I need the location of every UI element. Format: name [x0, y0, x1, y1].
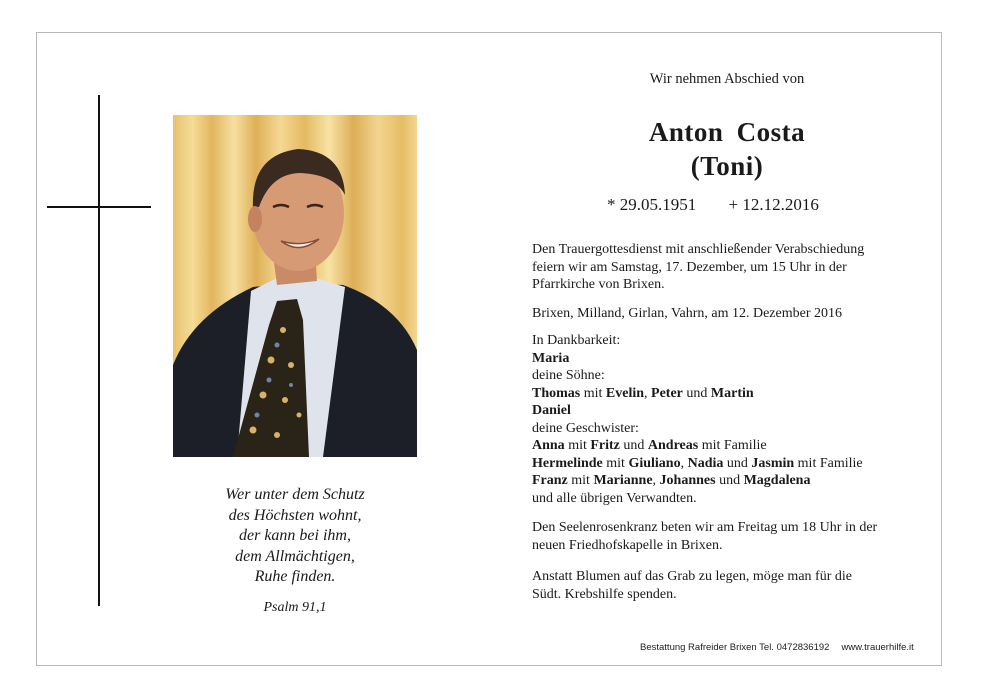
sons-label: deine Söhne: [532, 368, 605, 383]
connector-text: mit [580, 385, 606, 401]
place-date-line: Brixen, Milland, Girlan, Vahrn, am 12. Dezember 2016 [532, 306, 843, 321]
verse-line: Wer unter dem Schutz [225, 486, 365, 503]
connector-text: , [680, 455, 688, 471]
connector-text: und [723, 455, 752, 471]
sibling-line [532, 437, 932, 455]
mourner-name: Anna [532, 438, 565, 453]
sibling-line [532, 472, 932, 490]
deceased-name: Anton Costa [648, 117, 806, 147]
connector-text: mit Familie [794, 455, 863, 471]
siblings-label: deine Geschwister: [532, 420, 639, 436]
verse-line: der kann bei ihm, [239, 527, 351, 544]
funeral-line: Pfarrkirche von Brixen. [532, 277, 665, 292]
other-relatives: und alle übrigen Verwandten. [532, 490, 697, 506]
mourner-name: Johannes [659, 473, 716, 488]
place-date [532, 305, 932, 323]
mourner-name: Peter [651, 385, 683, 401]
donation-request [532, 568, 932, 603]
life-dates [607, 195, 819, 215]
mourner-name: Martin [710, 385, 754, 401]
mourner-name: Nadia [687, 455, 724, 471]
portrait-illustration [173, 115, 417, 457]
spouse-name: Maria [532, 350, 570, 366]
mourner-name: Franz [532, 473, 568, 488]
farewell-intro: Wir nehmen Abschied von [649, 71, 805, 87]
verse-line: des Höchsten wohnt, [228, 506, 362, 524]
mourners-heading: In Dankbarkeit: [532, 333, 621, 348]
mourner-name: Jasmin [751, 455, 795, 471]
undertaker-info: Bestattung Rafreider Brixen Tel. 0472836192 [640, 642, 830, 653]
footer [640, 642, 914, 653]
funeral-line: Den Trauergottesdienst mit anschließender Verabschiedung [532, 242, 865, 257]
birth-date: * 29.05.1951 [607, 195, 697, 214]
donation-line: Anstatt Blumen auf das Grab zu legen, möge man für die [532, 569, 852, 584]
connector-text: , [644, 385, 652, 401]
mourner-name: Giuliano [628, 455, 681, 471]
son-name: Daniel [532, 403, 571, 418]
connector-text: und [715, 473, 744, 488]
mourner-name: Marianne [593, 473, 653, 488]
rosary-announcement [532, 519, 932, 554]
verse-line: Ruhe finden. [254, 568, 336, 585]
rosary-line: neuen Friedhofskapelle in Brixen. [532, 537, 723, 553]
mourner-name: Thomas [532, 385, 581, 401]
verse-quote [173, 485, 417, 588]
donation-line: Südt. Krebshilfe spenden. [532, 586, 677, 602]
mourner-name: Evelin [605, 385, 645, 401]
deceased-nickname: (Toni) [690, 151, 764, 181]
rosary-line: Den Seelenrosenkranz beten wir am Freitag um 18 Uhr in der [532, 520, 878, 535]
sons-line [532, 385, 932, 403]
death-date: + 12.12.2016 [728, 195, 819, 214]
connector-text: mit Familie [698, 438, 767, 453]
connector-text: , [652, 473, 660, 488]
connector-text: mit [602, 455, 629, 471]
cross-horizontal-beam [47, 206, 151, 208]
connector-text: und [619, 438, 648, 453]
mourner-name: Hermelinde [532, 455, 603, 471]
verse-line: dem Allmächtigen, [235, 547, 355, 565]
sibling-line [532, 455, 932, 473]
cross-vertical-beam [98, 95, 100, 606]
mourner-name: Magdalena [743, 473, 811, 488]
connector-text: mit [564, 438, 591, 453]
connector-text: und [682, 385, 711, 401]
connector-text: mit [567, 473, 594, 488]
mourner-name: Andreas [647, 438, 699, 453]
website-link[interactable]: www.trauerhilfe.it [841, 642, 914, 653]
mourners-list [532, 332, 932, 507]
mourner-name: Fritz [590, 438, 620, 453]
obituary-card [36, 32, 942, 666]
portrait-photo [173, 115, 417, 457]
funeral-announcement [532, 241, 932, 294]
verse-reference: Psalm 91,1 [263, 600, 327, 615]
funeral-line: feiern wir am Samstag, 17. Dezember, um 15 Uhr in der [532, 259, 847, 275]
